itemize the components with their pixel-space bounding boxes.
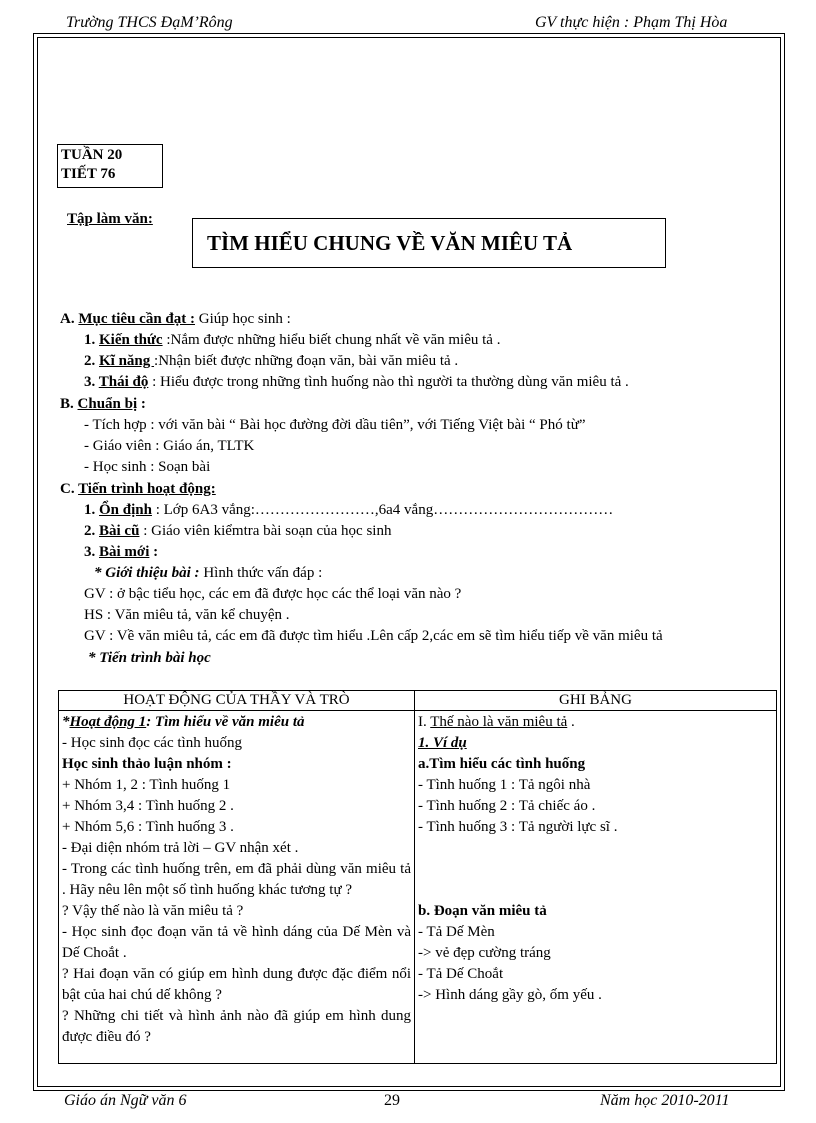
period-label: TIẾT 76 xyxy=(61,166,116,182)
teacher-student-column xyxy=(59,711,415,1064)
left-paragraph: - Học sinh đọc đoạn văn tả về hình dáng của Dế Mèn và Dế Choắt . xyxy=(62,924,411,961)
section-a-item-2: 2. Kĩ năng :Nhận biết được những đoạn văn, bài văn miêu tả . xyxy=(84,353,459,369)
left-line: + Nhóm 1, 2 : Tình huống 1 xyxy=(62,777,231,793)
section-c-item-2: 2. Bài cũ : Giáo viên kiểmtra bài soạn của học sinh xyxy=(84,523,392,539)
passage-item: - Tả Dế Choắt xyxy=(418,966,504,982)
lesson-box xyxy=(57,144,163,188)
passage-item: -> Hình dáng gầy gò, ốm yếu . xyxy=(418,987,602,1003)
passage-heading: b. Đoạn văn miêu tả xyxy=(418,903,547,919)
footer-subject: Giáo án Ngữ văn 6 xyxy=(64,1092,187,1109)
header-school: Trường THCS ĐạM’Rông xyxy=(66,14,233,31)
left-line: ? Vậy thế nào là văn miêu tả ? xyxy=(62,903,244,919)
lesson-table xyxy=(58,690,777,1064)
example-heading: 1. Ví dụ xyxy=(418,735,467,751)
left-line: + Nhóm 5,6 : Tình huống 3 . xyxy=(62,819,234,835)
section-b-item-1: - Tích hợp : với văn bài “ Bài học đường đời dầu tiên”, với Tiếng Việt bài “ Phó từ” xyxy=(84,417,586,433)
left-line: Học sinh thảo luận nhóm : xyxy=(62,756,232,772)
dialogue-line-1: GV : ở bậc tiểu học, các em đã được học các thể loại văn nào ? xyxy=(84,586,462,602)
section-c-heading: C. Tiến trình hoạt động: xyxy=(60,481,216,497)
section-a-heading: A. Mục tiêu cần đạt : Giúp học sinh : xyxy=(60,311,291,327)
table-header-row xyxy=(59,691,777,711)
page-number: 29 xyxy=(384,1092,400,1109)
board-column xyxy=(415,711,777,1064)
left-paragraph: ? Những chi tiết và hình ảnh nào đã giúp em hình dung được điều đó ? xyxy=(62,1008,411,1045)
week-label: TUẦN 20 xyxy=(61,147,123,163)
page-title: TÌM HIỂU CHUNG VỀ VĂN MIÊU TẢ xyxy=(207,231,573,255)
situation-item: - Tình huống 1 : Tả ngôi nhà xyxy=(418,777,591,793)
intro-line: * Giới thiệu bài : Hình thức vấn đáp : xyxy=(94,565,323,581)
table-header-board: GHI BẢNG xyxy=(415,691,777,711)
left-paragraph: - Trong các tình huống trên, em đã phải dùng văn miêu tả . Hãy nêu lên một số tình huống khác tương tự ? xyxy=(62,861,411,898)
left-paragraph: ? Hai đoạn văn có giúp em hình dung được đặc điểm nổi bật của hai chú dế không ? xyxy=(62,966,411,1003)
table-header-activity: HOẠT ĐỘNG CỦA THẦY VÀ TRÒ xyxy=(59,691,415,711)
footer-year: Năm học 2010-2011 xyxy=(600,1092,730,1109)
left-line: + Nhóm 3,4 : Tình huống 2 . xyxy=(62,798,234,814)
activity-1-heading: *Hoạt động 1: Tìm hiểu về văn miêu tả xyxy=(62,714,305,730)
title-box xyxy=(192,218,666,268)
situations-heading: a.Tìm hiểu các tình huống xyxy=(418,756,586,772)
process-label: * Tiến trình bài học xyxy=(88,650,211,666)
table-body-row xyxy=(59,711,777,1064)
spacer xyxy=(418,859,773,880)
passage-item: -> vẻ đẹp cường tráng xyxy=(418,945,551,961)
section-b-heading: B. Chuẩn bị : xyxy=(60,396,146,412)
header-teacher: GV thực hiện : Phạm Thị Hòa xyxy=(535,14,728,31)
left-line: - Học sinh đọc các tình huống xyxy=(62,735,242,751)
section-c-item-3: 3. Bài mới : xyxy=(84,544,159,560)
spacer xyxy=(418,880,773,901)
dialogue-line-3: GV : Về văn miêu tả, các em đã được tìm hiểu .Lên cấp 2,các em sẽ tìm hiểu tiếp về văn miêu tả xyxy=(84,628,663,644)
section-b-item-2: - Giáo viên : Giáo án, TLTK xyxy=(84,438,255,454)
spacer xyxy=(418,838,773,859)
passage-item: - Tả Dế Mèn xyxy=(418,924,495,940)
board-section-heading: I. Thế nào là văn miêu tả . xyxy=(418,714,575,730)
situation-item: - Tình huống 2 : Tả chiếc áo . xyxy=(418,798,596,814)
left-line: - Đại diện nhóm trả lời – GV nhận xét . xyxy=(62,840,299,856)
situation-item: - Tình huống 3 : Tả người lực sĩ . xyxy=(418,819,618,835)
section-b-item-3: - Học sinh : Soạn bài xyxy=(84,459,211,475)
section-a-item-1: 1. Kiến thức :Nắm được những hiểu biết chung nhất về văn miêu tả . xyxy=(84,332,501,348)
section-c-item-1: 1. Ổn định : Lớp 6A3 vắng:……………………,6a4 vắng……………………………… xyxy=(84,502,614,518)
subject-label: Tập làm văn: xyxy=(67,211,153,227)
section-a-item-3: 3. Thái độ : Hiểu được trong những tình huống nào thì người ta thường dùng văn miêu tả . xyxy=(84,374,629,390)
dialogue-line-2: HS : Văn miêu tả, văn kể chuyện . xyxy=(84,607,290,623)
